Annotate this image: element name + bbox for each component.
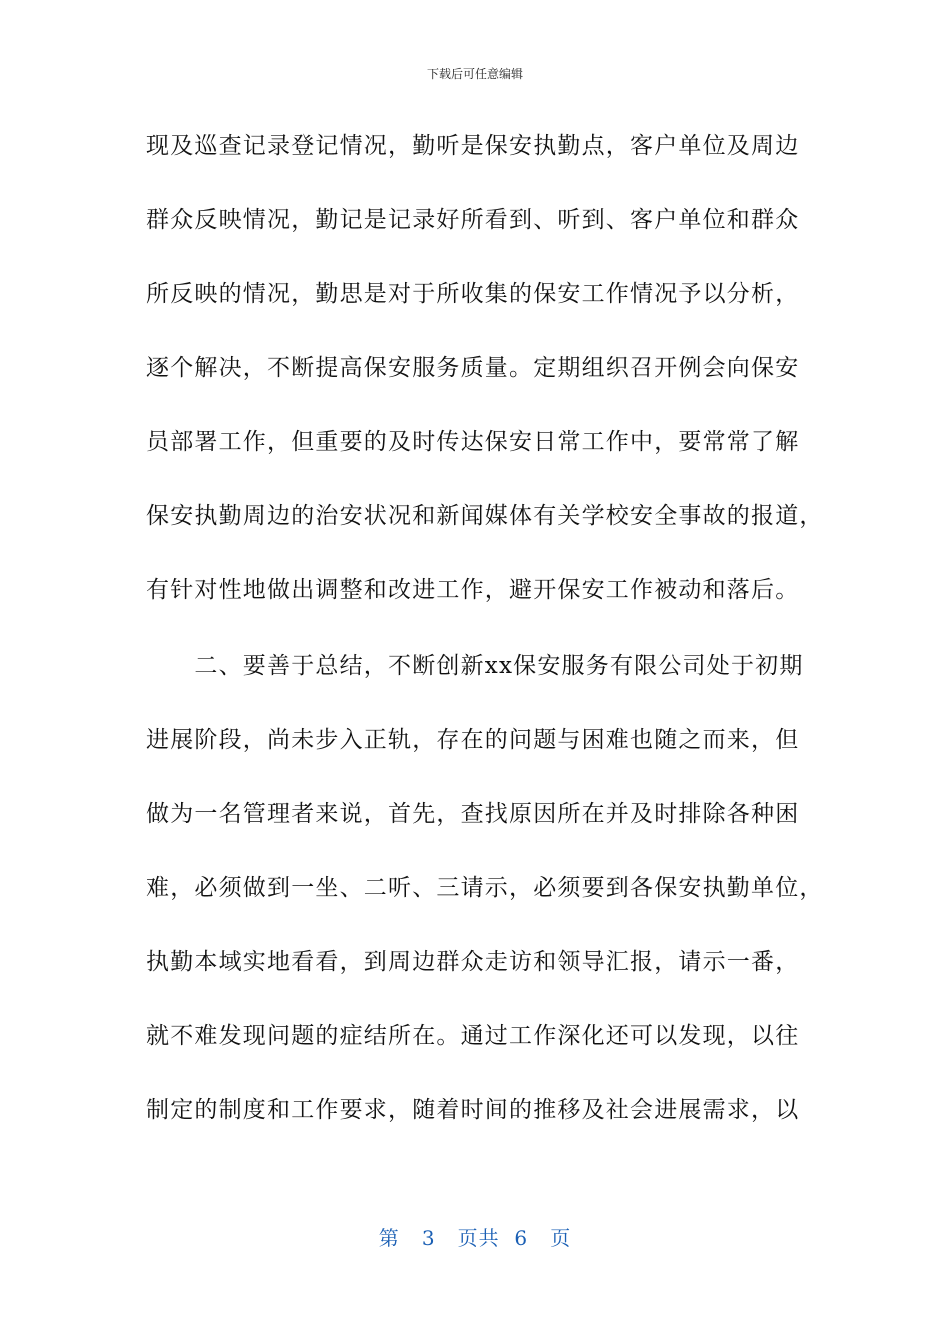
text-line: 执勤本域实地看看，到周边群众走访和领导汇报，请示一番， (146, 949, 800, 975)
footer-prefix: 第 (378, 1226, 400, 1250)
page-header: 下载后可任意编辑 (426, 67, 523, 81)
text-line: 难，必须做到一坐、二听、三请示，必须要到各保安执勤单位， (146, 875, 824, 901)
text-line: 逐个解决，不断提高保安服务质量。定期组织召开例会向保安 (146, 355, 800, 381)
text-line: 就不难发现问题的症结所在。通过工作深化还可以发现，以往 (146, 1023, 800, 1049)
text-line: 现及巡查记录登记情况，勤听是保安执勤点，客户单位及周边 (146, 133, 800, 159)
text-line: 群众反映情况，勤记是记录好所看到、听到、客户单位和群众 (146, 207, 800, 233)
text-line: 进展阶段，尚未步入正轨，存在的问题与困难也随之而来，但 (146, 727, 800, 753)
text-line: 二、要善于总结，不断创新xx保安服务有限公司处于初期 (146, 653, 804, 679)
text-line: 员部署工作，但重要的及时传达保安日常工作中，要常常了解 (146, 429, 800, 455)
footer-suffix: 页 (550, 1226, 572, 1250)
total-pages-number: 6 (514, 1226, 529, 1250)
text-line: 有针对性地做出调整和改进工作，避开保安工作被动和落后。 (146, 577, 800, 603)
text-line: 保安执勤周边的治安状况和新闻媒体有关学校安全事故的报道， (146, 503, 824, 529)
current-page-number: 3 (421, 1226, 436, 1250)
text-line: 制定的制度和工作要求，随着时间的推移及社会进展需求，以 (146, 1097, 800, 1123)
footer-middle: 页共 (457, 1226, 500, 1250)
text-line: 所反映的情况，勤思是对于所收集的保安工作情况予以分析， (146, 281, 800, 307)
page-footer (0, 1224, 950, 1252)
text-line: 做为一名管理者来说，首先，查找原因所在并及时排除各种困 (146, 801, 800, 827)
